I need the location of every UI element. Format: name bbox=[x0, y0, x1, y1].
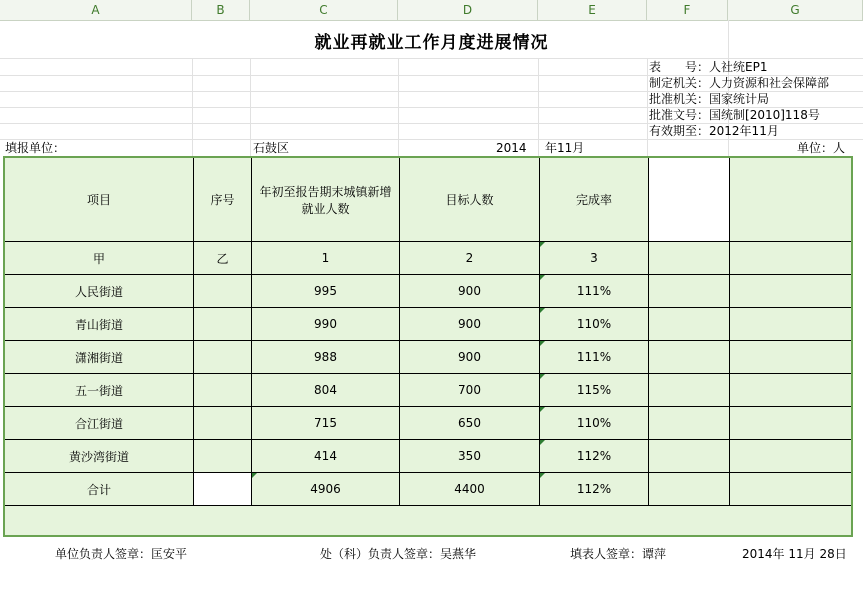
row-rate-cell[interactable] bbox=[540, 407, 649, 440]
footer-date[interactable]: 2014年 11月 28日 bbox=[742, 547, 847, 561]
meta-label: 批准文号： bbox=[649, 108, 710, 122]
grid-line bbox=[0, 139, 863, 140]
column-header-f[interactable]: F bbox=[647, 0, 728, 20]
error-indicator-icon bbox=[540, 341, 545, 346]
meta-value: 人力资源和社会保障部 bbox=[709, 76, 830, 90]
column-header-d[interactable]: D bbox=[398, 0, 538, 20]
row-seq-cell[interactable] bbox=[194, 407, 252, 440]
row-rate-cell-text: 111% bbox=[576, 350, 612, 364]
error-indicator-icon bbox=[540, 308, 545, 313]
row-name-cell-text: 黄沙湾街道 bbox=[68, 449, 129, 464]
meta-label: 批准机关： bbox=[649, 92, 710, 106]
fill-unit-label[interactable]: 填报单位： bbox=[5, 141, 66, 155]
row-new-employment-cell-text: 414 bbox=[314, 449, 337, 463]
header-cell-rate[interactable]: 完成率 bbox=[540, 158, 649, 242]
row-new-employment-cell[interactable] bbox=[252, 440, 400, 473]
row-rate-cell-text: 115% bbox=[576, 383, 612, 397]
code-cell[interactable]: 1 bbox=[252, 242, 400, 275]
error-indicator-icon bbox=[540, 407, 545, 412]
code-cell[interactable]: 甲 bbox=[5, 242, 194, 275]
row-rate-cell[interactable] bbox=[540, 341, 649, 374]
row-name-cell[interactable] bbox=[5, 308, 194, 341]
header-cell-item[interactable]: 项目 bbox=[5, 158, 194, 242]
header-cell-target[interactable]: 目标人数 bbox=[400, 158, 540, 242]
row-name-cell[interactable] bbox=[5, 440, 194, 473]
row-target-cell[interactable] bbox=[400, 374, 540, 407]
row-new-employment-cell[interactable] bbox=[252, 308, 400, 341]
meta-value: 2012年11月 bbox=[709, 124, 779, 138]
error-indicator-icon bbox=[540, 242, 545, 247]
row-seq-cell[interactable] bbox=[194, 275, 252, 308]
row-g-cell[interactable] bbox=[730, 308, 851, 341]
meta-value: 国家统计局 bbox=[709, 92, 770, 106]
header-cell-g[interactable] bbox=[730, 158, 851, 242]
error-indicator-icon bbox=[252, 473, 257, 478]
code-cell[interactable]: 2 bbox=[400, 242, 540, 275]
meta-line-valid-until[interactable] bbox=[649, 124, 779, 139]
row-new-employment-cell-text: 4906 bbox=[310, 482, 341, 496]
meta-line-approver[interactable] bbox=[649, 92, 769, 107]
row-seq-cell[interactable] bbox=[194, 440, 252, 473]
row-target-cell[interactable] bbox=[400, 341, 540, 374]
error-indicator-icon bbox=[540, 275, 545, 280]
header-cell-f[interactable] bbox=[649, 158, 730, 242]
error-indicator-icon bbox=[540, 374, 545, 379]
row-target-cell[interactable] bbox=[400, 308, 540, 341]
meta-label: 有效期至： bbox=[649, 124, 710, 138]
row-seq-cell[interactable] bbox=[194, 341, 252, 374]
code-cell-text: 3 bbox=[590, 251, 598, 265]
grid-line bbox=[0, 58, 863, 59]
row-rate-cell-text: 112% bbox=[576, 449, 612, 463]
error-indicator-icon bbox=[540, 440, 545, 445]
fill-month[interactable]: 年11月 bbox=[545, 141, 585, 155]
row-target-cell[interactable] bbox=[400, 407, 540, 440]
row-f-cell[interactable] bbox=[649, 275, 730, 308]
row-name-cell[interactable] bbox=[5, 341, 194, 374]
row-new-employment-cell[interactable] bbox=[252, 473, 400, 506]
column-header-bar bbox=[0, 0, 863, 21]
column-header-e[interactable]: E bbox=[538, 0, 647, 20]
fill-district[interactable]: 石鼓区 bbox=[253, 141, 290, 155]
row-f-cell[interactable] bbox=[649, 341, 730, 374]
row-target-cell-text: 650 bbox=[458, 416, 481, 430]
row-target-cell[interactable] bbox=[400, 473, 540, 506]
data-table bbox=[3, 156, 853, 537]
fill-year[interactable]: 2014 bbox=[496, 141, 527, 155]
column-header-a[interactable]: A bbox=[0, 0, 192, 20]
sheet-title[interactable]: 就业再就业工作月度进展情况 bbox=[314, 33, 549, 53]
row-g-cell[interactable] bbox=[730, 374, 851, 407]
error-indicator-icon bbox=[540, 473, 545, 478]
footer-unit-head[interactable]: 单位负责人签章：匡安平 bbox=[55, 547, 188, 561]
row-target-cell-text: 350 bbox=[458, 449, 481, 463]
column-header-g[interactable]: G bbox=[728, 0, 863, 20]
row-name-cell-text: 人民街道 bbox=[74, 284, 123, 299]
row-f-cell[interactable] bbox=[649, 407, 730, 440]
row-name-cell-text: 潇湘街道 bbox=[74, 350, 123, 365]
row-f-cell[interactable] bbox=[649, 440, 730, 473]
header-cell-seq[interactable]: 序号 bbox=[194, 158, 252, 242]
row-g-cell[interactable] bbox=[730, 341, 851, 374]
row-target-cell-text: 900 bbox=[458, 284, 481, 298]
row-new-employment-cell[interactable] bbox=[252, 374, 400, 407]
row-name-cell-text: 合计 bbox=[86, 482, 111, 497]
meta-value: 人社统EP1 bbox=[709, 60, 768, 74]
row-rate-cell[interactable] bbox=[540, 308, 649, 341]
row-f-cell[interactable] bbox=[649, 374, 730, 407]
row-rate-cell-text: 111% bbox=[576, 284, 612, 298]
row-g-cell[interactable] bbox=[730, 440, 851, 473]
row-name-cell-text: 青山街道 bbox=[74, 317, 123, 332]
row-seq-cell[interactable] bbox=[194, 308, 252, 341]
code-cell[interactable] bbox=[649, 242, 730, 275]
row-target-cell-text: 4400 bbox=[454, 482, 485, 496]
row-g-cell[interactable] bbox=[730, 407, 851, 440]
row-seq-cell[interactable] bbox=[194, 374, 252, 407]
row-new-employment-cell-text: 988 bbox=[314, 350, 337, 364]
meta-value: 国统制[2010]118号 bbox=[709, 108, 820, 122]
row-new-employment-cell[interactable] bbox=[252, 275, 400, 308]
fill-unit-right[interactable]: 单位：人 bbox=[797, 141, 846, 155]
row-rate-cell[interactable] bbox=[540, 275, 649, 308]
row-target-cell-text: 700 bbox=[458, 383, 481, 397]
meta-line-issuer[interactable] bbox=[649, 76, 829, 91]
row-rate-cell-text: 110% bbox=[576, 317, 612, 331]
row-target-cell-text: 900 bbox=[458, 317, 481, 331]
column-header-c[interactable]: C bbox=[250, 0, 398, 20]
row-target-cell-text: 900 bbox=[458, 350, 481, 364]
row-name-cell[interactable] bbox=[5, 275, 194, 308]
row-target-cell[interactable] bbox=[400, 440, 540, 473]
header-cell-new-employment[interactable]: 年初至报告期末城镇新增就业人数 bbox=[252, 158, 400, 242]
row-g-cell[interactable] bbox=[730, 473, 851, 506]
meta-line-approval-no[interactable] bbox=[649, 108, 820, 123]
row-f-cell[interactable] bbox=[649, 308, 730, 341]
meta-label: 表 号： bbox=[649, 60, 710, 74]
column-header-b[interactable]: B bbox=[192, 0, 250, 20]
row-new-employment-cell[interactable] bbox=[252, 407, 400, 440]
row-new-employment-cell-text: 995 bbox=[314, 284, 337, 298]
row-new-employment-cell[interactable] bbox=[252, 341, 400, 374]
row-new-employment-cell-text: 990 bbox=[314, 317, 337, 331]
meta-line-form-no[interactable] bbox=[649, 60, 767, 75]
code-cell[interactable]: 乙 bbox=[194, 242, 252, 275]
row-seq-cell[interactable] bbox=[194, 473, 252, 506]
row-name-cell-text: 五一街道 bbox=[74, 383, 123, 398]
row-new-employment-cell-text: 804 bbox=[314, 383, 337, 397]
row-name-cell-text: 合江街道 bbox=[74, 416, 123, 431]
row-target-cell[interactable] bbox=[400, 275, 540, 308]
row-name-cell[interactable] bbox=[5, 374, 194, 407]
row-rate-cell[interactable] bbox=[540, 440, 649, 473]
footer-filler[interactable]: 填表人签章：谭萍 bbox=[570, 547, 667, 561]
row-name-cell[interactable] bbox=[5, 407, 194, 440]
row-new-employment-cell-text: 715 bbox=[314, 416, 337, 430]
row-rate-cell[interactable] bbox=[540, 473, 649, 506]
row-rate-cell[interactable] bbox=[540, 374, 649, 407]
code-cell[interactable] bbox=[730, 242, 851, 275]
meta-label: 制定机关： bbox=[649, 76, 710, 90]
code-cell[interactable] bbox=[540, 242, 649, 275]
row-rate-cell-text: 112% bbox=[576, 482, 612, 496]
row-rate-cell-text: 110% bbox=[576, 416, 612, 430]
row-name-cell[interactable] bbox=[5, 473, 194, 506]
footer-dept-head[interactable]: 处（科）负责人签章：吴燕华 bbox=[320, 547, 477, 561]
row-f-cell[interactable] bbox=[649, 473, 730, 506]
row-g-cell[interactable] bbox=[730, 275, 851, 308]
